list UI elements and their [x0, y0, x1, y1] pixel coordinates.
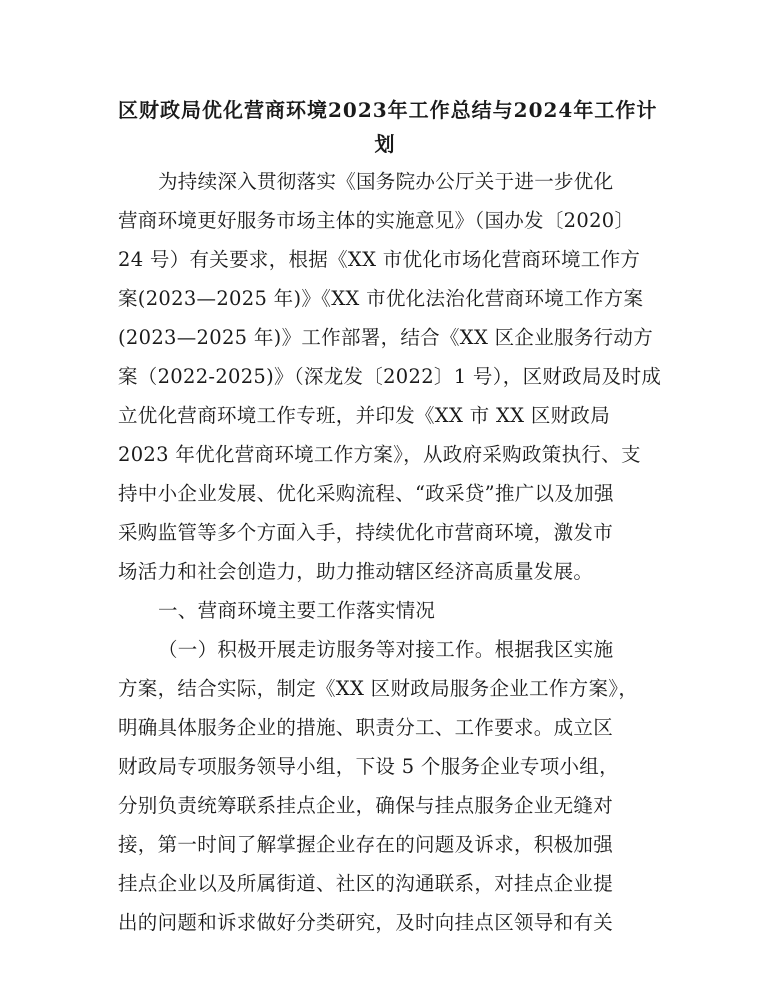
paragraph-line: (2023—2025 年)》工作部署，结合《XX 区企业服务行动方 [118, 326, 654, 349]
paragraph-line: 案(2023—2025 年)》《XX 市优化法治化营商环境工作方案 [118, 287, 644, 310]
paragraph-line: （一）积极开展走访服务等对接工作。根据我区实施 [158, 638, 614, 661]
paragraph-line: 场活力和社会创造力，助力推动辖区经济高质量发展。 [118, 560, 594, 583]
paragraph-line: 明确具体服务企业的措施、职责分工、工作要求。成立区 [118, 716, 614, 739]
document-title-line-2: 划 [374, 132, 396, 156]
paragraph-line: 财政局专项服务领导小组，下设 5 个服务企业专项小组， [118, 755, 619, 778]
document-title-line-1: 区财政局优化营商环境2023年工作总结与2024年工作计 [118, 98, 658, 122]
paragraph-line: 接，第一时间了解掌握企业存在的问题及诉求，积极加强 [118, 833, 614, 856]
paragraph-line: 营商环境更好服务市场主体的实施意见》（国办发〔2020〕 [118, 209, 635, 232]
section-heading: 一、营商环境主要工作落实情况 [158, 599, 436, 622]
paragraph-line: 挂点企业以及所属街道、社区的沟通联系，对挂点企业提 [118, 872, 614, 895]
paragraph-line: 案（2022-2025)》（深龙发〔2022〕1 号），区财政局及时成 [118, 365, 662, 388]
paragraph-line: 立优化营商环境工作专班，并印发《XX 市 XX 区财政局 [118, 404, 611, 427]
paragraph-line: 采购监管等多个方面入手，持续优化市营商环境，激发市 [118, 521, 614, 544]
paragraph-line: 24 号）有关要求，根据《XX 市优化市场化营商环境工作方 [118, 248, 641, 271]
paragraph-line: 方案，结合实际，制定《XX 区财政局服务企业工作方案》， [118, 677, 639, 700]
paragraph-line: 持中小企业发展、优化采购流程、“政采贷”推广以及加强 [118, 482, 614, 505]
paragraph-line: 2023 年优化营商环境工作方案》，从政府采购政策执行、支 [118, 443, 641, 466]
paragraph-line: 分别负责统筹联系挂点企业，确保与挂点服务企业无缝对 [118, 794, 614, 817]
paragraph-line: 出的问题和诉求做好分类研究，及时向挂点区领导和有关 [118, 911, 614, 934]
paragraph-line: 为持续深入贯彻落实《国务院办公厅关于进一步优化 [158, 170, 614, 193]
